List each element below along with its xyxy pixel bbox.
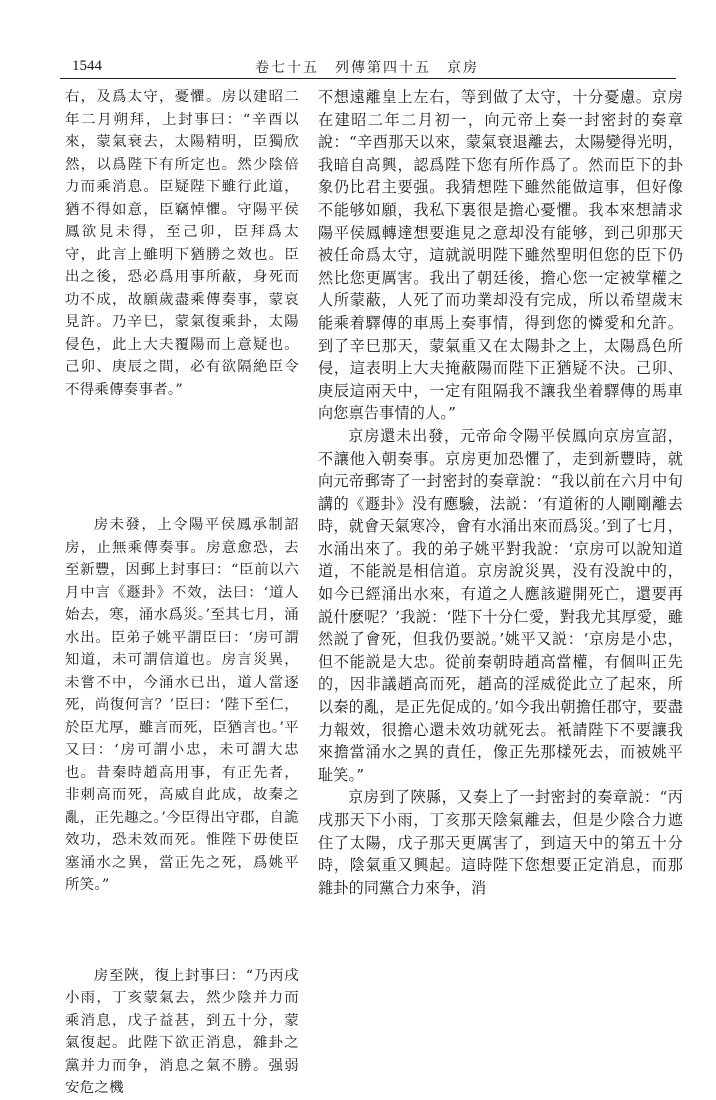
subject-label: 京房 [447, 60, 479, 76]
translation-paragraph-1: 不想遠離皇上左右，等到做了太守，十分憂慮。京房在建昭二年二月初一，向元帝上奏一封密封的奏章說：“辛酉那天以來，蒙氣衰退離去，太陽變得光明，我暗自高興，認爲陛下您有所作爲了。然而臣下的卦象仍比君主要强。我猜想陛下雖然能做這事，但好像不能够如願，我私下裏很是擔心憂懼。我本來想請求陽平侯鳳轉達想要進見之意却没有能够，到己卯那天被任命爲太守，這就説明陛下雖然聖明但您的臣下仍然比您更厲害。我出了朝廷後，擔心您一定被掌權之人所蒙蔽，人死了而功業却没有完成，所以希望歲末能乘着驛傳的車馬上奏事情，得到您的憐愛和允許。到了辛巳那天，蒙氣重又在太陽卦之上，太陽爲色所侵，這表明上大夫掩蔽陽而陛下正猶疑不決。己卯、庚辰這兩天中，一定有阻隔我不讓我坐着驛傳的馬車向您禀告事情的人。” [318, 88, 683, 423]
classical-paragraph-1: 右，及爲太守，憂懼。房以建昭二年二月朔拜，上封事曰：“辛酉以來，蒙氣衰去，太陽精明，臣獨欣然，以爲陛下有所定也。然少陰倍力而乘消息。臣疑陛下雖行此道，猶不得如意，臣竊悼懼。守陽平侯鳳欲見未得，至己卯，臣拜爲太守，此言上雖明下猶勝之效也。臣出之後，恐必爲用事所蔽，身死而功不成，故願歲盡乘傳奏事，蒙哀見許。乃辛巳，蒙氣復乘卦，太陽侵色，此上大夫覆陽而上意疑也。己卯、庚辰之間，必有欲隔絶臣令不得乘傳奏事者。” [65, 89, 299, 398]
translation-paragraph-2: 京房還未出發，元帝命令陽平侯鳳向京房宣詔，不讓他入朝奏事。京房更加恐懼了，走到新豐時，就向元帝郵寄了一封密封的奏章說：“我以前在六月中旬講的《遯卦》没有應驗，法説：‘有道術的人剛剛離去時，就會天氣寒冷，會有水涌出來而爲災。’到了七月，水涌出來了。我的弟子姚平對我說：‘京房可以說知道道，不能説是相信道。京房說災異，没有没說中的，如今已經涌出水來，有道之人應該避開死亡，還要再説什麽呢？’我説：‘陛下十分仁愛，對我尤其厚愛，雖然説了會死，但我仍要説。’姚平又説：‘京房是小忠，但不能説是大忠。從前秦朝時趙高當權，有個叫正先的，因非議趙高而死，趙高的淫威從此立了起來，所以秦的亂，是正先促成的。’如今我出朝擔任郡守，要盡力報效，很擔心還未效功就死去。衹請陛下不要讓我來擔當涌水之異的責任，像正先那樣死去，而被姚平耻笑。” [318, 426, 683, 784]
volume-label: 卷七十五 [255, 60, 319, 76]
running-head-title [255, 57, 495, 77]
classical-paragraph-2: 房未發，上令陽平侯鳳承制詔房，止無乘傳奏事。房意愈恐，去至新豐，因郵上封事曰：“臣前以六月中言《遯卦》不效，法曰：‘道人始去，寒，涌水爲災。’至其七月，涌水出。臣弟子姚平謂臣曰：‘房可謂知道，未可謂信道也。房言災異，未嘗不中，今涌水已出，道人當逐死，尚復何言？’臣曰：‘陛下至仁，於臣尤厚，雖言而死，臣猶言也。’平又曰：‘房可謂小忠，未可謂大忠也。昔秦時趙高用事，有正先者，非刺高而死，高威自此成，故秦之亂，正先趣之。’今臣得出守郡，自詭效功，恐未效而死。惟陛下毋使臣塞涌水之異，當正先之死，爲姚平所笑。” [65, 517, 299, 893]
chapter-label: 列傳第四十五 [335, 60, 431, 76]
page-number: 1544 [72, 58, 102, 74]
translation-paragraph-3: 京房到了陜縣，又奏上了一封密封的奏章説：“丙戌那天下小雨，丁亥那天陰氣離去，但是少陰合力遮住了太陽，戊子那天更厲害了，到這天中的第五十分時，陰氣重又興起。這時陛下您想要正定消息，而那雜卦的同黨合力來争，消 [318, 788, 683, 897]
translation-column [318, 86, 683, 899]
classical-text-column [65, 86, 299, 1100]
classical-paragraph-3: 房至陜，復上封事曰：“乃丙戌小雨，丁亥蒙氣去，然少陰并力而乘消息，戊子益甚，到五十分，蒙氣復起。此陛下欲正消息，雜卦之黨并力而争，消息之氣不勝。强弱安危之機 [65, 967, 299, 1096]
running-header [60, 52, 676, 79]
